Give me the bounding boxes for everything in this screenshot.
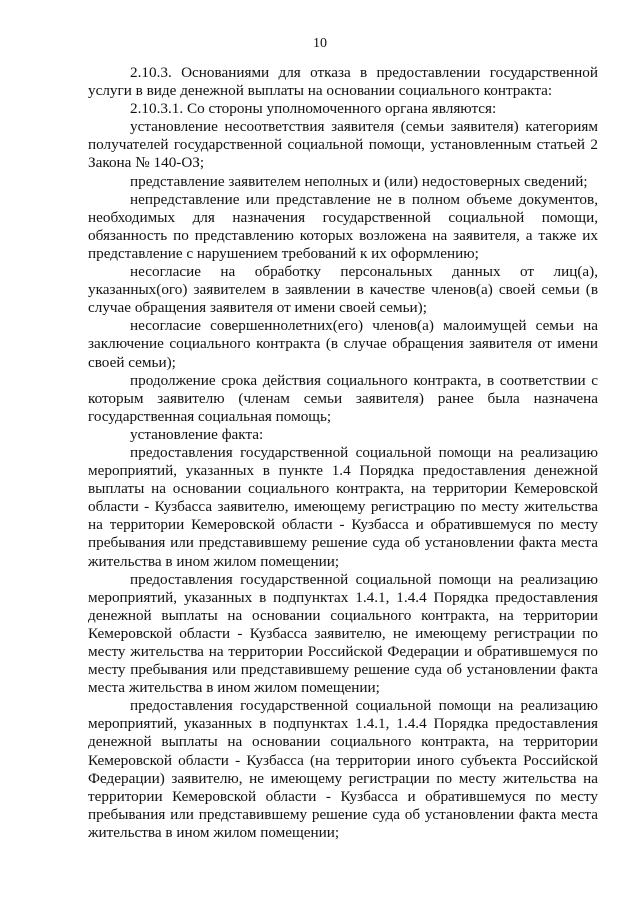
document-body <box>88 64 598 842</box>
paragraph-fact-3: предоставления государственной социальной помощи на реализацию мероприятий, указанных в подпунктах 1.4.1, 1.4.4 Порядка предоставления денежной выплаты на основании социального контракта, на территории Кемеровской области - Кузбасса (на территории иного субъекта Российской Федерации) заявителю, не имеющему регистрации по месту жительства на территории Кемеровской области - Кузбасса и обратившемуся по месту пребывания или представившему решение суда об установлении факта места жительства в ином жилом помещении; <box>88 697 598 841</box>
paragraph-2-10-3: 2.10.3. Основаниями для отказа в предоставлении государственной услуги в виде денежной выплаты на основании социального контракта: <box>88 64 598 100</box>
paragraph-category-mismatch: установление несоответствия заявителя (семьи заявителя) категориям получателей государственной социальной помощи, установленным статьей 2 Закона № 140-ОЗ; <box>88 118 598 172</box>
paragraph-2-10-3-1: 2.10.3.1. Со стороны уполномоченного органа являются: <box>130 100 497 118</box>
paragraph-fact-1: предоставления государственной социальной помощи на реализацию мероприятий, указанных в пункте 1.4 Порядка предоставления денежной выплаты на основании социального контракта, на территории Кемеровской области - Кузбасса заявителю, имеющему регистрацию по месту жительства на территории Кемеровской области - Кузбасса и обратившемуся по месту пребывания или представившему решение суда об установлении факта места жительства в ином жилом помещении; <box>88 443 598 570</box>
paragraph-fact-heading: установление факта: <box>130 425 264 443</box>
page-number: 10 <box>313 36 327 51</box>
paragraph-no-member-consent: несогласие совершеннолетних(его) членов(а) малоимущей семьи на заключение социального контракта (в случае обращения заявителя от имени своей семьи); <box>88 317 598 371</box>
paragraph-missing-documents: непредставление или представление не в полном объеме документов, необходимых для назначения государственной социальной помощи, обязанность по представлению которых возложена на заявителя, а также их представление с нарушением требований к их оформлению; <box>88 190 598 262</box>
paragraph-fact-2: предоставления государственной социальной помощи на реализацию мероприятий, указанных в подпунктах 1.4.1, 1.4.4 Порядка предоставления денежной выплаты на основании социального контракта, на территории Кемеровской области - Кузбасса заявителю, не имеющему регистрации по месту жительства на территории Российской Федерации и обратившемуся по месту пребывания или представившему решение суда об установлении факта места жительства в ином жилом помещении; <box>88 570 598 697</box>
paragraph-no-data-consent: несогласие на обработку персональных данных от лиц(а), указанных(ого) заявителем в заявлении в качестве членов(а) своей семьи (в случае обращения заявителя от имени своей семьи); <box>88 263 598 317</box>
paragraph-incomplete-info: представление заявителем неполных и (или) недостоверных сведений; <box>130 172 588 190</box>
paragraph-active-contract: продолжение срока действия социального контракта, в соответствии с которым заявителю (членам семьи заявителя) ранее была назначена государственная социальная помощь; <box>88 371 598 425</box>
